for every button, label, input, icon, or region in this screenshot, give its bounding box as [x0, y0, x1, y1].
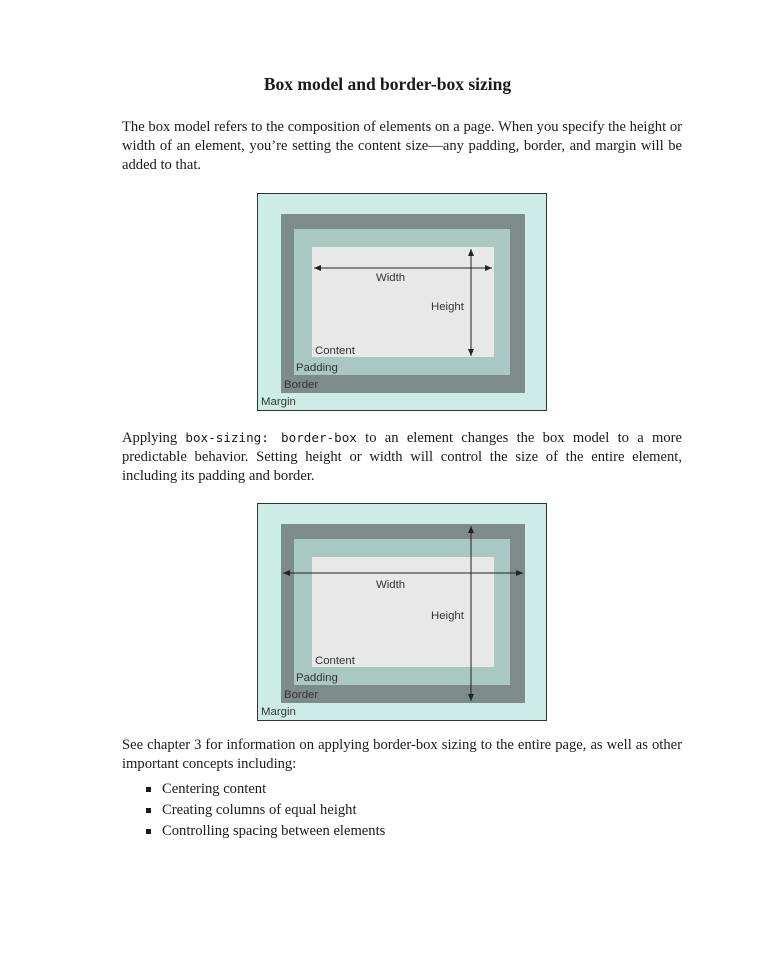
margin-label: Margin	[261, 396, 296, 408]
list-item-text: Controlling spacing between elements	[162, 823, 386, 839]
list-item-text: Centering content	[162, 781, 267, 797]
page-title: Box model and border-box sizing	[263, 74, 512, 94]
border-label: Border	[284, 689, 319, 701]
padding-label: Padding	[296, 362, 338, 374]
concepts-list	[146, 779, 385, 842]
box-sizing-code: box-sizing: border-box	[185, 430, 357, 445]
content-label: Content	[315, 655, 355, 667]
padding-label: Padding	[296, 672, 338, 684]
applying-prefix: Applying	[122, 430, 186, 446]
list-item	[146, 779, 385, 800]
list-item	[146, 821, 385, 842]
box-sizing-paragraph	[122, 428, 682, 486]
square-bullet-icon	[146, 808, 151, 813]
border-box-diagram	[257, 503, 547, 721]
list-item	[146, 800, 385, 821]
border-label: Border	[284, 379, 319, 391]
width-label: Width	[376, 272, 406, 284]
content-label: Content	[315, 345, 355, 357]
height-label: Height	[431, 301, 464, 313]
see-chapter-paragraph: See chapter 3 for information on applying border-box sizing to the entire page, as well as other important concepts including:	[122, 737, 682, 772]
intro-paragraph: The box model refers to the composition of elements on a page. When you specify the height or width of an element, you’re setting the content size—any padding, border, and margin will be added to that.	[122, 119, 682, 173]
height-label: Height	[431, 610, 464, 622]
applying-suffix: to an element changes the box model to a more predictable behavior. Setting height or width will control the size of the entire element, including its padding and border.	[122, 430, 682, 484]
margin-label: Margin	[261, 706, 296, 718]
square-bullet-icon	[146, 829, 151, 834]
list-item-text: Creating columns of equal height	[162, 802, 357, 818]
square-bullet-icon	[146, 787, 151, 792]
width-label: Width	[376, 579, 406, 591]
content-box-diagram	[257, 193, 547, 411]
